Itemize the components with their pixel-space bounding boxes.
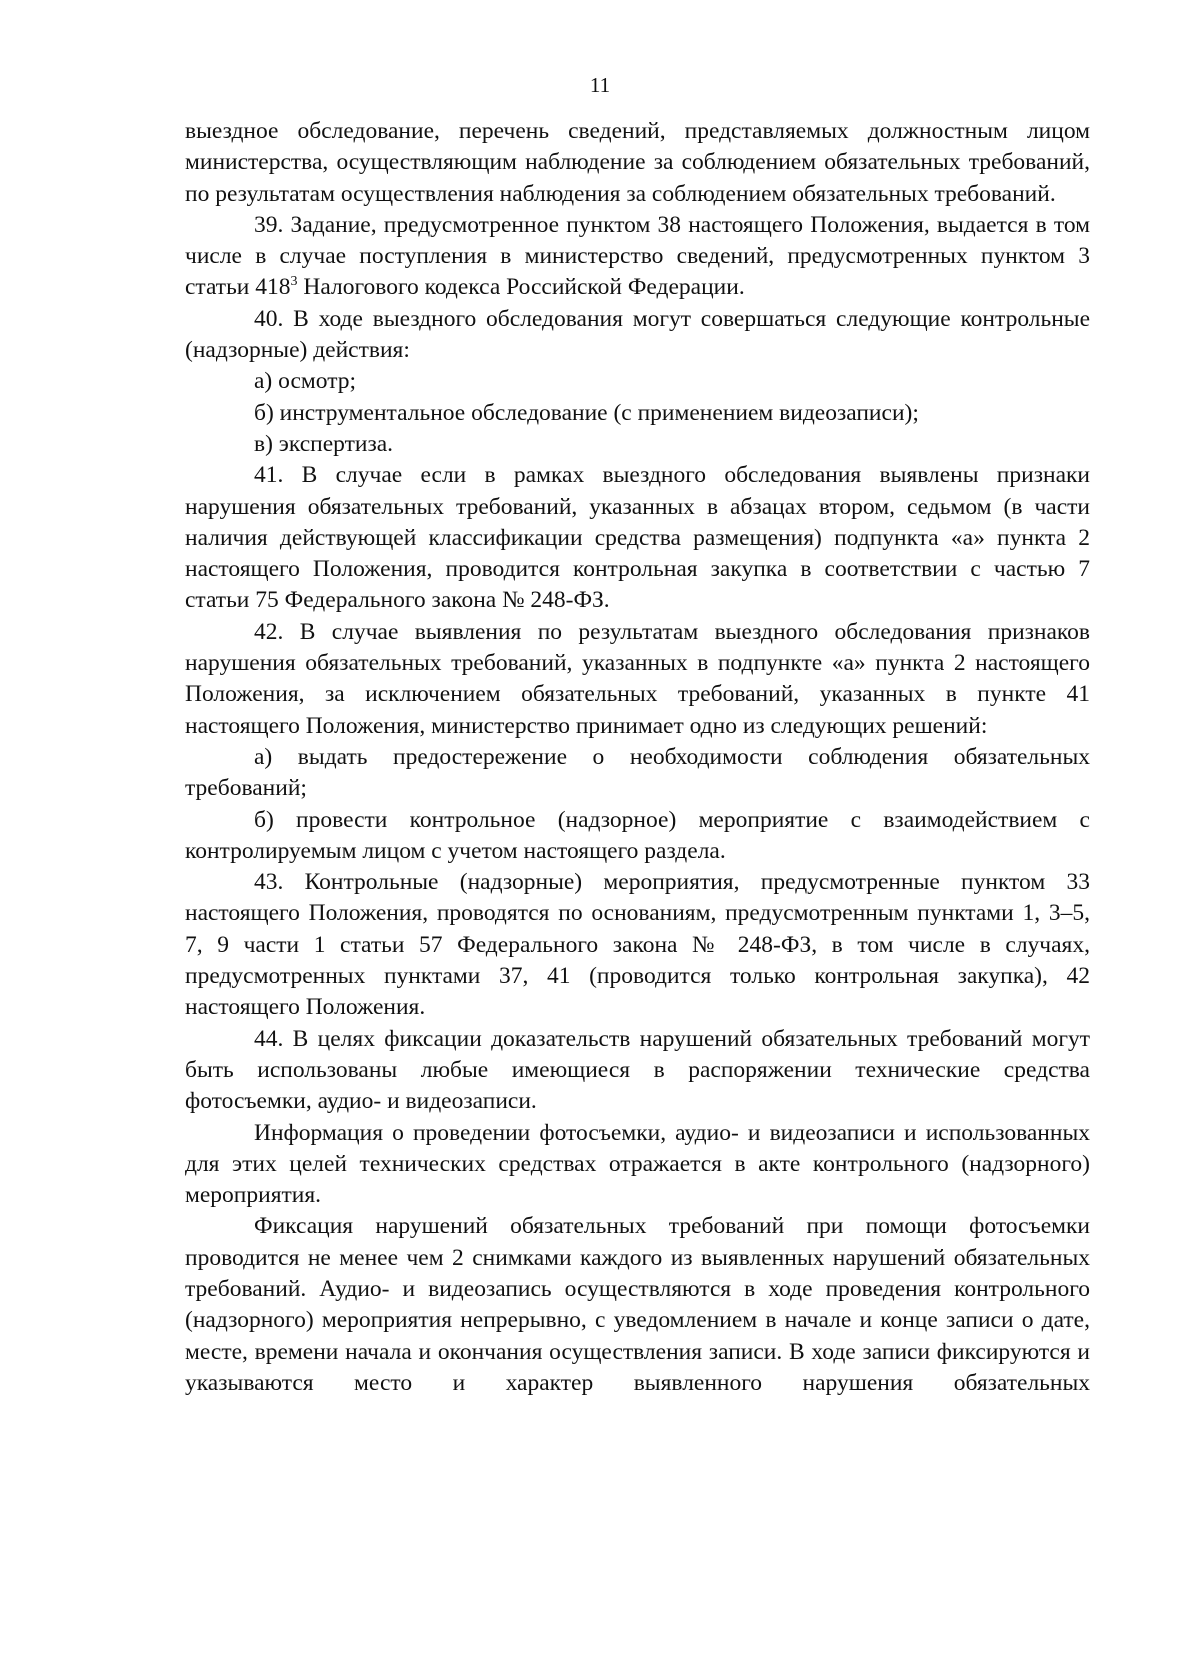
paragraph-39 — [185, 210, 1090, 304]
paragraph-44-fixation: Фиксация нарушений обязательных требований при помощи фотосъемки проводится не менее чем 2 снимками каждого из выявленных нарушений обязательных требований. Аудио- и видеозапись осуществляются в ходе проведения контрольного (надзорного) мероприятия непрерывно, с уведомлением в начале и конце записи о дате, месте, времени начала и окончания осуществления записи. В ходе записи фиксируются и указываются место и характер выявленного нарушения обязательных — [185, 1213, 1090, 1396]
paragraph-39-text: 39. Задание, предусмотренное пунктом 38 настоящего Положения, выдается в том числе в случае поступления в министерство сведений, предусмотренных пунктом 3 статьи 418 — [185, 211, 1090, 301]
paragraph-40: 40. В ходе выездного обследования могут совершаться следующие контрольные (надзорные) действия: — [185, 305, 1090, 364]
paragraph-43: 43. Контрольные (надзорные) мероприятия, предусмотренные пунктом 33 настоящего Положения, проводятся по основаниям, предусмотренным пунктами 1, 3–5, 7, 9 части 1 статьи 57 Федерального закона № 248-ФЗ, в том числе в случаях, предусмотренных пунктами 37, 41 (проводится только контрольная закупка), 42 настоящего Положения. — [185, 869, 1090, 1021]
decision-item-a: а) выдать предостережение о необходимости соблюдения обязательных требований; — [185, 743, 1090, 802]
paragraph-41: 41. В случае если в рамках выездного обследования выявлены признаки нарушения обязательных требований, указанных в абзацах втором, седьмом (в части наличия действующей классификации средства размещения) подпункта «а» пункта 2 настоящего Положения, проводится контрольная закупка в соответствии с частью 7 статьи 75 Федерального закона № 248-ФЗ. — [185, 462, 1090, 614]
paragraph-44: 44. В целях фиксации доказательств нарушений обязательных требований могут быть использованы любые имеющиеся в распоряжении технические средства фотосъемки, аудио- и видеозаписи. — [185, 1025, 1090, 1115]
page-number: 11 — [589, 73, 611, 97]
document-body — [185, 116, 1090, 1399]
paragraph-44-information: Информация о проведении фотосъемки, аудио- и видеозаписи и использованных для этих целей технических средствах отражается в акте контрольного (надзорного) мероприятия. — [185, 1119, 1090, 1209]
list-item-b: б) инструментальное обследование (с применением видеозаписи); — [254, 399, 919, 426]
superscript-3: 3 — [290, 273, 298, 289]
paragraph-38-continuation: выездное обследование, перечень сведений, представляемых должностным лицом министерства, осуществляющим наблюдение за соблюдением обязательных требований, по результатам осуществления наблюдения за соблюдением обязательных требований. — [185, 118, 1090, 207]
decision-item-b: б) провести контрольное (надзорное) мероприятие с взаимодействием с контролируемым лицом с учетом настоящего раздела. — [185, 806, 1090, 864]
paragraph-39-text-end: Налогового кодекса Российской Федерации. — [297, 274, 745, 301]
list-item-v: в) экспертиза. — [254, 430, 394, 457]
paragraph-42: 42. В случае выявления по результатам выездного обследования признаков нарушения обязательных требований, указанных в подпункте «а» пункта 2 настоящего Положения, за исключением обязательных требований, указанных в пункте 41 настоящего Положения, министерство принимает одно из следующих решений: — [185, 618, 1090, 739]
list-item-a: а) осмотр; — [254, 368, 357, 395]
